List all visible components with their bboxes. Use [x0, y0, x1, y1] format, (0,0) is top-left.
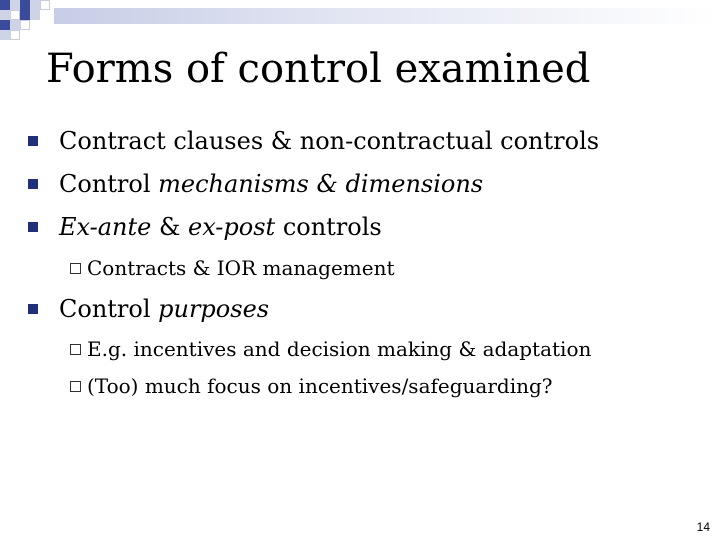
checkbox-bullet-icon	[70, 263, 81, 274]
bullet-text: Ex-ante & ex-post controls	[59, 213, 382, 241]
slide-title: Forms of control examined	[46, 46, 591, 92]
sub-bullet-item	[70, 336, 591, 362]
sub-bullet-text: Contracts & IOR management	[87, 256, 395, 280]
square-bullet-icon	[28, 222, 38, 232]
bullet-item	[28, 169, 483, 199]
sub-bullet-item	[70, 373, 553, 399]
bullet-item	[28, 126, 599, 156]
bullet-item	[28, 212, 382, 242]
bullet-text: Control mechanisms & dimensions	[59, 170, 484, 198]
checker-decoration	[0, 0, 60, 50]
sub-bullet-text: (Too) much focus on incentives/safeguarding?	[87, 374, 553, 398]
checkbox-bullet-icon	[70, 344, 81, 355]
square-bullet-icon	[28, 304, 38, 314]
bullet-item	[28, 294, 269, 324]
header-gradient-bar	[54, 8, 720, 24]
sub-bullet-text: E.g. incentives and decision making & adaptation	[87, 337, 592, 361]
square-bullet-icon	[28, 136, 38, 146]
sub-bullet-item	[70, 255, 395, 281]
checkbox-bullet-icon	[70, 381, 81, 392]
bullet-text: Control purposes	[59, 295, 270, 323]
bullet-text: Contract clauses & non-contractual controls	[59, 127, 600, 155]
square-bullet-icon	[28, 179, 38, 189]
page-number: 14	[696, 520, 710, 534]
